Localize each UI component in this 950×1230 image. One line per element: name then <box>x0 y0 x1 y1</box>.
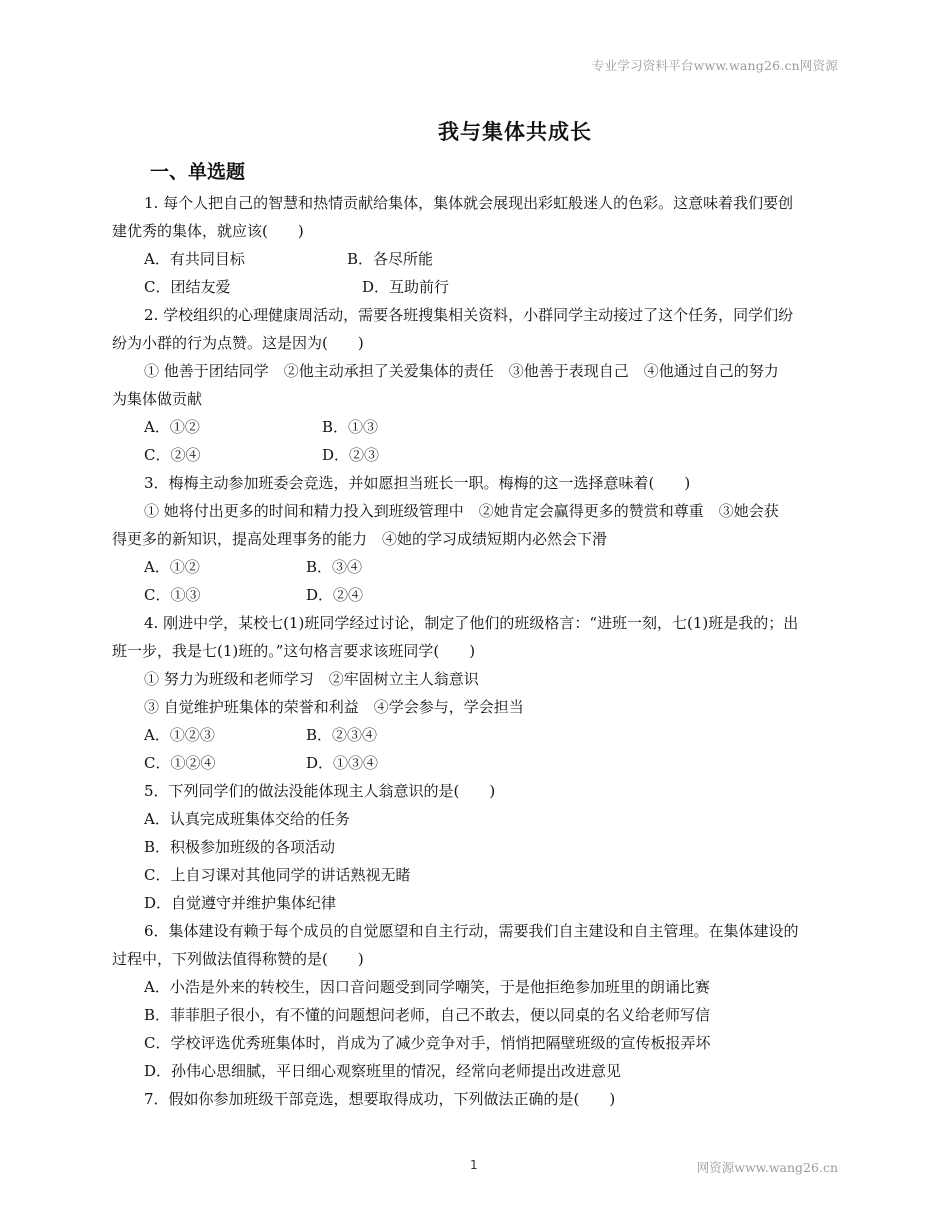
option-a: A．①② <box>144 558 200 576</box>
option-d: D．①③④ <box>306 754 379 772</box>
page-title: 我与集体共成长 <box>438 120 592 144</box>
option-a: A．小浩是外来的转校生，因口音问题受到同学嘲笑，于是他拒绝参加班里的朗诵比赛 <box>144 978 710 996</box>
option-c: C．上自习课对其他同学的讲话熟视无睹 <box>144 866 411 884</box>
option-row <box>112 553 842 581</box>
statement: ① 他善于团结同学 ②他主动承担了关爱集体的责任 ③他善于表现自己 ④他通过自己的努力 <box>144 362 779 380</box>
option-row <box>112 581 842 609</box>
option-row <box>112 413 842 441</box>
question-stem: 纷为小群的行为点赞。这是因为( ) <box>112 334 364 352</box>
option-c: C．团结友爱 <box>144 278 231 296</box>
statement: ③ 自觉维护班集体的荣誉和利益 ④学会参与，学会担当 <box>144 698 524 716</box>
option-a: A．①②③ <box>144 726 215 744</box>
question-stem: 6．集体建设有赖于每个成员的自觉愿望和自主行动，需要我们自主建设和自主管理。在集体建设的 <box>144 922 799 940</box>
option-c: C．学校评选优秀班集体时，肖成为了减少竞争对手，悄悄把隔壁班级的宣传板报弄坏 <box>144 1034 711 1052</box>
option-row <box>112 273 842 301</box>
question-stem: 4. 刚进中学，某校七(1)班同学经过讨论，制定了他们的班级格言：“进班一刻，七(1)班是我的；出 <box>144 614 799 632</box>
option-b: B．③④ <box>306 558 363 576</box>
statement: 为集体做贡献 <box>112 390 203 408</box>
question-list <box>112 189 842 1113</box>
option-b: B．菲菲胆子很小，有不懂的问题想问老师，自己不敢去，便以同桌的名义给老师写信 <box>144 1006 711 1024</box>
option-row <box>112 721 842 749</box>
option-row <box>112 441 842 469</box>
option-b: B．①③ <box>322 418 379 436</box>
option-row <box>112 749 842 777</box>
question-stem: 过程中，下列做法值得称赞的是( ) <box>112 950 364 968</box>
option-d: D．自觉遵守并维护集体纪律 <box>144 894 337 912</box>
option-a: A．有共同目标 <box>144 250 245 268</box>
option-a: A．认真完成班集体交给的任务 <box>144 810 350 828</box>
header-watermark: 专业学习资料平台www.wang26.cn网资源 <box>591 58 838 73</box>
question-stem: 2. 学校组织的心理健康周活动，需要各班搜集相关资料，小群同学主动接过了这个任务，同学们纷 <box>144 306 794 324</box>
question-5 <box>112 777 842 917</box>
option-b: B．各尽所能 <box>347 250 434 268</box>
option-b: B．积极参加班级的各项活动 <box>144 838 336 856</box>
question-stem: 5．下列同学们的做法没能体现主人翁意识的是( ) <box>144 782 496 800</box>
footer-watermark: 网资源www.wang26.cn <box>696 1160 838 1175</box>
question-stem: 班一步，我是七(1)班的。”这句格言要求该班同学( ) <box>112 642 476 660</box>
statement: ① 她将付出更多的时间和精力投入到班级管理中 ②她肯定会赢得更多的赞赏和尊重 ③她会获 <box>144 502 779 520</box>
option-c: C．①②④ <box>144 754 216 772</box>
option-c: C．①③ <box>144 586 201 604</box>
option-d: D．②④ <box>306 586 364 604</box>
option-d: D．互助前行 <box>362 278 450 296</box>
page-number: 1 <box>470 1158 478 1172</box>
question-7 <box>112 1085 842 1113</box>
option-d: D．孙伟心思细腻，平日细心观察班里的情况，经常向老师提出改进意见 <box>144 1062 622 1080</box>
question-6 <box>112 917 842 1085</box>
option-c: C．②④ <box>144 446 201 464</box>
question-stem: 7．假如你参加班级干部竞选，想要取得成功，下列做法正确的是( ) <box>144 1090 616 1108</box>
option-b: B．②③④ <box>306 726 378 744</box>
question-4 <box>112 609 842 777</box>
option-a: A．①② <box>144 418 200 436</box>
section-heading: 一、单选题 <box>150 161 246 183</box>
option-d: D．②③ <box>322 446 380 464</box>
option-row <box>112 245 842 273</box>
question-2 <box>112 301 842 469</box>
question-stem: 3．梅梅主动参加班委会竞选，并如愿担当班长一职。梅梅的这一选择意味着( ) <box>144 474 691 492</box>
question-1 <box>112 189 842 301</box>
statement: 得更多的新知识，提高处理事务的能力 ④她的学习成绩短期内必然会下滑 <box>112 530 608 548</box>
question-stem: 1. 每个人把自己的智慧和热情贡献给集体，集体就会展现出彩虹般迷人的色彩。这意味着我们要创 <box>144 194 794 212</box>
question-stem: 建优秀的集体，就应该( ) <box>112 222 304 240</box>
question-3 <box>112 469 842 609</box>
statement: ① 努力为班级和老师学习 ②牢固树立主人翁意识 <box>144 670 479 688</box>
